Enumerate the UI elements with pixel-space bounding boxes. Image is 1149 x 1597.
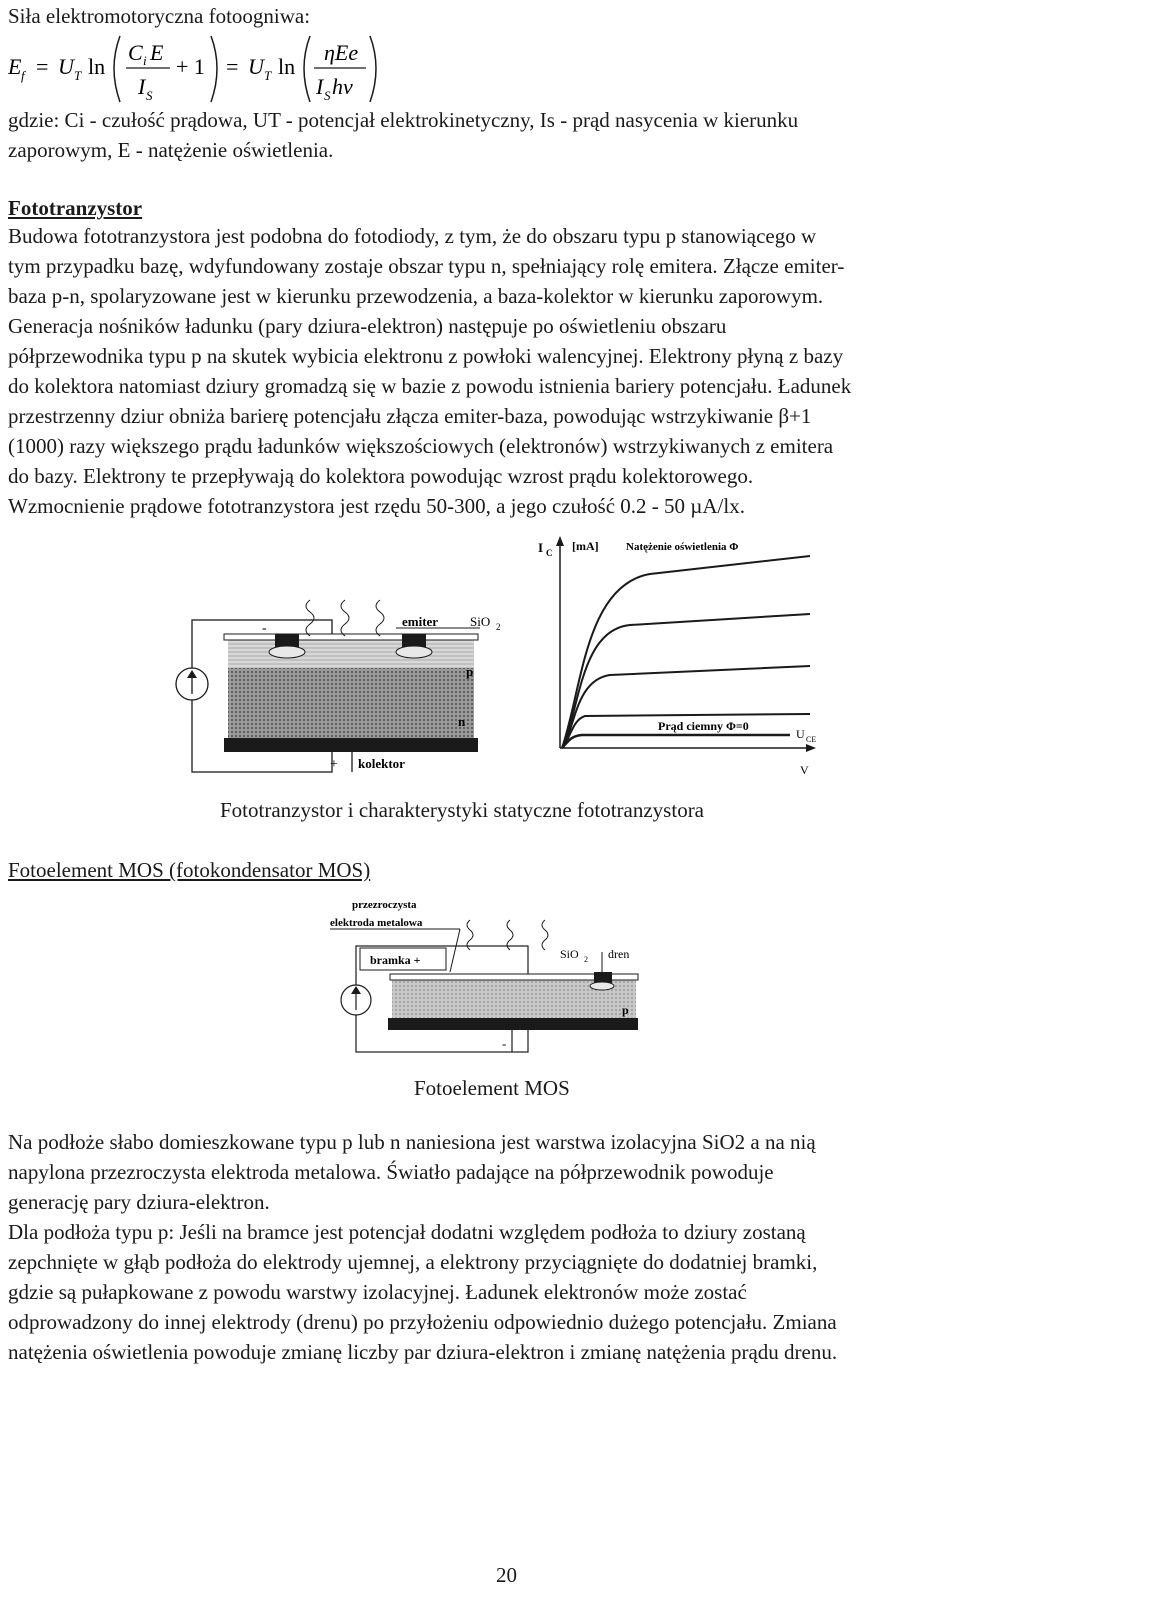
- light-ray-icon: [306, 600, 314, 636]
- bramka-label: bramka +: [370, 953, 421, 967]
- section1-line: Budowa fototranzystora jest podobna do fotodiody, z tym, że do obszaru typu p stanowiącego w: [8, 224, 817, 248]
- section2-line: Dla podłoża typu p: Jeśli na bramce jest potencjał dodatni względem podłoża to dziury zostaną: [8, 1220, 806, 1244]
- figure2-caption: Fotoelement MOS: [414, 1076, 570, 1100]
- section1-line: przestrzenny dziur obniża barierę potencjału złącza emiter-baza, powodując wstrzykiwanie β+1: [8, 404, 812, 428]
- section2-line: Na podłoże słabo domieszkowane typu p lub n naniesiona jest warstwa izolacyjna SiO2 a na nią: [8, 1130, 816, 1154]
- formula-num1: C: [128, 40, 143, 65]
- formula-ut2: U: [248, 54, 264, 79]
- formula-ef-sub: f: [21, 68, 25, 83]
- section1-line: Wzmocnienie prądowe fototranzystora jest rzędu 50-300, a jego czułość 0.2 - 50 µA/lx.: [8, 494, 745, 518]
- intro-text: Siła elektromotoryczna fotoogniwa:: [8, 4, 311, 28]
- mos-photoelement-figure: [330, 896, 650, 1066]
- minus-sign: -: [262, 621, 267, 636]
- light-ray-icon: [341, 600, 349, 636]
- section-title-mos: Fotoelement MOS (fotokondensator MOS): [8, 858, 371, 882]
- ic-sub: C: [546, 548, 553, 558]
- formula-den1: I: [138, 74, 146, 99]
- uce-sub: CE: [806, 735, 817, 744]
- formula-ut2-sub: T: [264, 68, 272, 83]
- formula-den2-tail: hν: [332, 74, 353, 99]
- formula-num1-sub: i: [143, 53, 147, 68]
- kolektor-label: kolektor: [358, 756, 405, 771]
- dark-current-label: Prąd ciemny Φ=0: [658, 719, 749, 733]
- gdzie-line-1: gdzie: Ci - czułość prądowa, UT - potencjał elektrokinetyczny, Is - prąd nasycenia w kierunku: [8, 108, 799, 132]
- ma-label: [mA]: [572, 539, 599, 553]
- mos-minus-sign: -: [502, 1036, 507, 1051]
- ic-label: I: [538, 540, 544, 555]
- formula-ut1: U: [58, 54, 74, 79]
- formula-paren-right2: [370, 36, 376, 102]
- emf-formula: [8, 30, 408, 110]
- y-axis-arrow: [556, 536, 564, 546]
- section2-line: odprowadzony do innej elektrody (drenu) po przyłożeniu odpowiednio dużego potencjału. Zmiana: [8, 1310, 837, 1334]
- section1-line: do bazy. Elektrony te przepływają do kolektora powodując wzrost prądu kolektorowego.: [8, 464, 754, 488]
- section1-line: tym przypadku bazę, wdyfundowany zostaje obszar typu n, spełniający rolę emitera. Złącze emiter-: [8, 254, 845, 278]
- section2-line: generację pary dziura-elektron.: [8, 1190, 270, 1214]
- formula-ln1: ln: [88, 54, 106, 79]
- page-number: 20: [496, 1563, 517, 1587]
- phototransistor-figure: [170, 530, 840, 790]
- section1-line: baza p-n, spolaryzowane jest w kierunku przewodzenia, a baza-kolektor w kierunku zaporowym.: [8, 284, 824, 308]
- section-title-fototranzystor: Fototranzystor: [8, 196, 143, 220]
- n-emitter-right: [396, 646, 432, 658]
- formula-den2-sub: S: [324, 88, 331, 103]
- formula-eq2: =: [226, 54, 239, 79]
- mos-sio2-label: SiO: [560, 947, 579, 961]
- section2-line: natężenia oświetlenia powoduje zmianę liczby par dziura-elektron i zmianę natężenia prądu drenu.: [8, 1340, 838, 1364]
- mos-bottom-contact: [388, 1018, 638, 1030]
- drain-region: [590, 982, 614, 990]
- x-axis-arrow: [806, 744, 816, 752]
- intensity-label: Natężenie oświetlenia Φ: [626, 541, 739, 553]
- electrode-label-line2: elektroda metalowa: [330, 917, 423, 929]
- section2-line: zepchnięte w głąb podłoża do elektrody ujemnej, a elektrony przyciągnięte do dodatniej bramki,: [8, 1250, 818, 1274]
- section1-line: do kolektora natomiast dziury gromadzą się w bazie z powodu istnienia bariery potencjału. Ładunek: [8, 374, 852, 398]
- sio2-sub: 2: [496, 622, 501, 632]
- figure1-caption: Fototranzystor i charakterystyki statyczne fototranzystora: [220, 798, 705, 822]
- sio2-label: SiO: [470, 614, 491, 629]
- formula-paren-left1: [114, 36, 120, 102]
- p-label: p: [466, 664, 474, 679]
- p-region: [228, 638, 474, 668]
- formula-plus-one: + 1: [176, 54, 205, 79]
- plus-sign: +: [330, 757, 338, 772]
- formula-num1-tail: E: [150, 40, 164, 65]
- curve-dark-current: [562, 735, 790, 748]
- formula-eq1: =: [36, 54, 49, 79]
- gdzie-line-2: zaporowym, E - natężenie oświetlenia.: [8, 138, 334, 162]
- mos-sio2-sub: 2: [584, 955, 588, 964]
- light-ray-icon: [376, 600, 384, 636]
- electrode-pointer: [450, 929, 460, 972]
- section1-line: półprzewodnika typu p na skutek wybicia elektronu z powłoki walencyjnej. Elektrony płyną z bazy: [8, 344, 844, 368]
- formula-num2: ηEe: [324, 40, 359, 65]
- uce-label: U: [796, 727, 805, 741]
- light-ray-icon: [542, 920, 548, 950]
- section1-line: (1000) razy większego prądu ładunków większościowych (elektronów) wstrzykiwanych z emitera: [8, 434, 834, 458]
- section2-line: napylona przezroczysta elektroda metalowa. Światło padające na półprzewodnik powoduje: [8, 1160, 774, 1184]
- formula-den2: I: [316, 74, 324, 99]
- formula-paren-left2: [304, 36, 310, 102]
- dren-label: dren: [608, 947, 630, 961]
- formula-ln2: ln: [278, 54, 296, 79]
- collector-contact: [224, 738, 478, 752]
- formula-paren-right1: [211, 36, 217, 102]
- formula-den1-sub: S: [146, 88, 153, 103]
- formula-ut1-sub: T: [74, 68, 82, 83]
- section2-line: gdzie są pułapkowane z powodu warstwy izolacyjnej. Ładunek elektronów może zostać: [8, 1280, 747, 1304]
- n-label: n: [458, 714, 466, 729]
- n-emitter-left: [269, 646, 305, 658]
- v-label: V: [800, 763, 809, 777]
- section1-line: Generacja nośników ładunku (pary dziura-elektron) następuje po oświetleniu obszaru: [8, 314, 727, 338]
- emiter-label: emiter: [402, 614, 439, 629]
- mos-p-label: p: [622, 1003, 629, 1017]
- formula-ef: E: [8, 54, 22, 79]
- electrode-label-line1: przezroczysta: [352, 899, 417, 911]
